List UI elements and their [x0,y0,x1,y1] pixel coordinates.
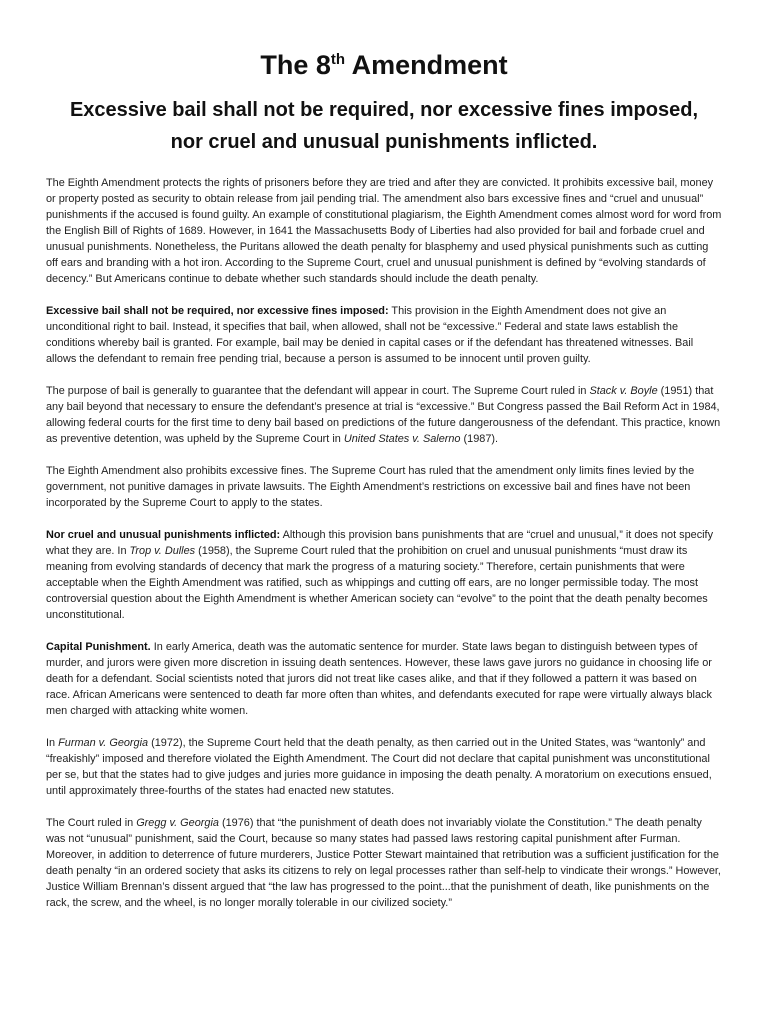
paragraph-text: This provision in the Eighth Amendment does not give an unconditional right to bail. Instead, it specifies that bail, when allowed, shall not be “excessive.” Federal and state laws establish the conditions whereby bail is granted. For example, bail may be denied in capital cases or if the defendant has threatened witnesses. Bail allows the defendant to remain free pending trial, because a person is assumed to be innocent until proven guilty. [46,305,694,365]
amendment-text-subtitle: Excessive bail shall not be required, nor excessive fines imposed, nor cruel and unusual punishments inflicted. [69,99,699,153]
body-paragraph [46,639,722,719]
paragraph-text: In [46,737,59,749]
title-main: The 8 [260,50,331,80]
case-name: Gregg v. Georgia [136,817,219,829]
paragraph-text: Although this provision bans punishments that are “cruel and unusual,” it does not specify what they are. In [46,529,714,557]
title-rest: Amendment [345,50,508,80]
body-paragraph [46,303,722,367]
case-name: United States v. Salerno [343,433,461,445]
paragraph-text: In early America, death was the automatic sentence for murder. State laws began to distinguish between types of murder, and jurors were given more discretion in issuing death sentences. However, these laws gave jurors no guidance in choosing life or death for a defendant. Social scientists noted that jurors did not treat like cases alike, and that if they followed a pattern it was based on race. African Americans were sentenced to death far more often than whites, and defendants executed for rape were virtually always black men charged with attacking white women. [46,641,712,717]
paragraph-text: (1951) that any bail beyond that necessary to ensure the defendant’s presence at trial is “excessive.” But Congress passed the Bail Reform Act in 1984, allowing federal courts for the first time to deny bail based on predictions of the future dangerousness of the defendant. This practice, known as preventive detention, was upheld by the Supreme Court in [46,385,721,445]
paragraph-text: The purpose of bail is generally to guarantee that the defendant will appear in court. The Supreme Court ruled in [46,385,590,397]
body-paragraph [46,527,722,623]
body-paragraph [46,815,722,911]
case-name: Trop v. Dulles [129,545,196,557]
case-name: Furman v. Georgia [58,737,149,749]
paragraph-text: (1987). [460,433,499,445]
paragraph-heading: Excessive bail shall not be required, nor excessive fines imposed: [46,305,389,317]
body-paragraph [46,463,722,511]
case-name: Stack v. Boyle [589,385,658,397]
paragraph-text: The Court ruled in [46,817,137,829]
paragraph-text: (1958), the Supreme Court ruled that the prohibition on cruel and unusual punishments “must draw its meaning from evolving standards of decency that mark the progress of a maturing society.” Therefore, certain punishments that were acceptable when the Eighth Amendment was ratified, such as whippings and cutting off ears, are no longer permissible today. The most controversial question about the Eighth Amendment is whether American society can “evolve” to the point that the death penalty becomes unconstitutional. [46,545,708,621]
title-superscript: th [330,51,346,68]
paragraph-heading: Nor cruel and unusual punishments inflicted: [46,529,281,541]
paragraph-text: The Eighth Amendment protects the rights of prisoners before they are tried and after they are convicted. It prohibits excessive bail, money or property posted as security to obtain release from jail pending trial. The amendment also bars excessive fines and “cruel and unusual” punishments if the accused is found guilty. An example of constitutional plagiarism, the Eighth Amendment comes almost word for word from the English Bill of Rights of 1689. However, in 1641 the Massachusetts Body of Liberties had also provided for bail and forbade cruel and unusual punishments. Nonetheless, the Puritans allowed the death penalty for blasphemy and used physical punishments such as cutting off ears and branding with a hot iron. According to the Supreme Court, cruel and unusual punishment is defined by “evolving standards of decency.” But Americans continue to debate whether such standards should include the death penalty. [46,177,722,285]
body-paragraph [46,383,722,447]
body-paragraph [46,175,722,287]
paragraph-text: The Eighth Amendment also prohibits excessive fines. The Supreme Court has ruled that the amendment only limits fines levied by the government, not punitive damages in private lawsuits. The Eighth Amendment’s restrictions on excessive bail and fines have not been incorporated by the Supreme Court to apply to the states. [46,465,695,509]
body-paragraph [46,735,722,799]
paragraph-text: (1972), the Supreme Court held that the death penalty, as then carried out in the United States, was “wantonly” and “freakishly” imposed and therefore violated the Eighth Amendment. The Court did not declare that capital punishment was unconstitutional per se, but that the states had to give judges and juries more guidance in imposing the death penalty. A moratorium on executions ensued, until approximately three-fourths of the states had enacted new statutes. [46,737,712,797]
paragraph-heading: Capital Punishment. [46,641,151,653]
paragraph-text: (1976) that “the punishment of death does not invariably violate the Constitution.” The death penalty was not “unusual” punishment, said the Court, because so many states had passed laws restoring capital punishment after Furman. Moreover, in addition to deterrence of future murderers, Justice Potter Stewart maintained that retribution was a sufficient justification for the death penalty “in an ordered society that asks its citizens to rely on legal processes rather than self-help to vindicate their wrongs.” However, Justice William Brennan’s dissent argued that “the law has progressed to the point...that the punishment of death, like punishments on the rack, the screw, and the wheel, is no longer morally tolerable in our civilized society.” [46,817,721,909]
page-title [46,0,722,82]
body-text [46,175,722,911]
